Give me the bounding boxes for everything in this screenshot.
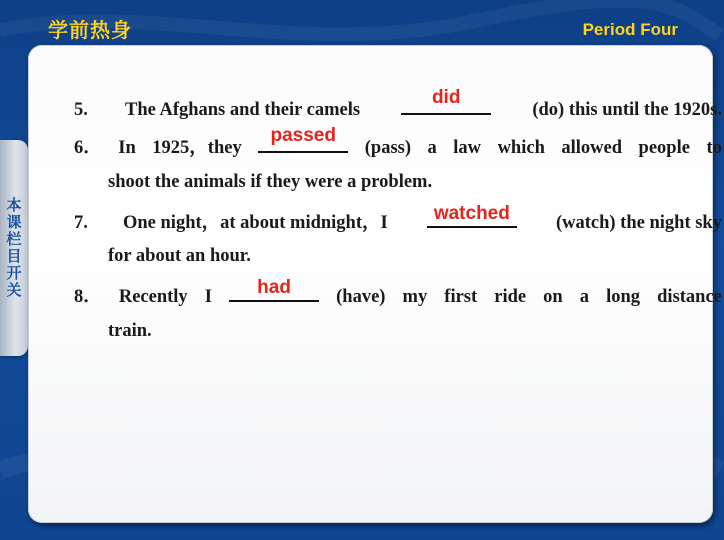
exercise-word: ride <box>494 287 527 307</box>
exercise-word: law <box>453 138 482 158</box>
exercise-word: 1925，they <box>152 138 242 158</box>
answer-text: did <box>431 87 461 108</box>
exercise-text: (watch) the night sky <box>555 213 722 233</box>
side-tab-char: 课 <box>6 213 22 231</box>
exercise-8-continuation: train. <box>108 321 152 341</box>
exercise-7-continuation: for about an hour. <box>108 246 251 266</box>
exercise-number: 8． <box>74 287 102 307</box>
exercise-word: my <box>402 287 428 307</box>
exercise-word: people <box>638 138 690 158</box>
exercise-word: allowed <box>561 138 623 158</box>
exercise-word: (pass) <box>364 138 412 158</box>
side-tab-char: 开 <box>6 264 22 282</box>
side-tab-char: 目 <box>6 247 22 265</box>
exercise-text: One night，at about midnight，I <box>123 213 388 233</box>
exercise-number: 6． <box>74 138 102 158</box>
side-tab-char: 栏 <box>6 230 22 248</box>
exercise-word: on <box>543 287 563 307</box>
exercise-word: which <box>497 138 545 158</box>
exercise-5-line <box>74 87 722 120</box>
side-tab-char: 本 <box>6 196 22 214</box>
answer-text: had <box>257 277 291 298</box>
answer-blank[interactable] <box>427 203 517 228</box>
answer-blank[interactable] <box>258 125 348 153</box>
exercise-6-line <box>74 125 722 158</box>
exercise-word: long <box>606 287 641 307</box>
section-title: 学前热身 <box>48 18 132 42</box>
exercise-word: (have) <box>336 287 386 307</box>
exercise-word: distance <box>657 287 722 307</box>
side-tab-char: 关 <box>6 281 22 299</box>
exercise-text: (do) this until the 1920s. <box>532 100 722 120</box>
exercise-6-continuation: shoot the animals if they were a problem. <box>108 172 433 192</box>
exercise-number: 5. <box>74 100 88 120</box>
exercise-7-line <box>74 203 722 233</box>
exercise-8-line <box>74 277 722 307</box>
exercise-word: a <box>579 287 590 307</box>
content-panel <box>28 45 722 523</box>
exercise-word: first <box>444 287 478 307</box>
answer-text: passed <box>270 125 336 146</box>
exercise-word: In <box>118 138 136 158</box>
exercise-word: Recently <box>118 287 188 307</box>
exercise-word: to <box>706 138 722 158</box>
exercise-text: The Afghans and their camels <box>125 100 361 120</box>
answer-blank[interactable] <box>401 87 491 115</box>
column-toggle-tab[interactable] <box>0 140 28 356</box>
answer-text: watched <box>433 203 510 224</box>
period-label: Period Four <box>582 20 678 39</box>
exercise-word: a <box>427 138 437 158</box>
answer-blank[interactable] <box>229 277 319 302</box>
exercise-number: 7. <box>74 213 88 233</box>
exercise-word: I <box>204 287 212 307</box>
